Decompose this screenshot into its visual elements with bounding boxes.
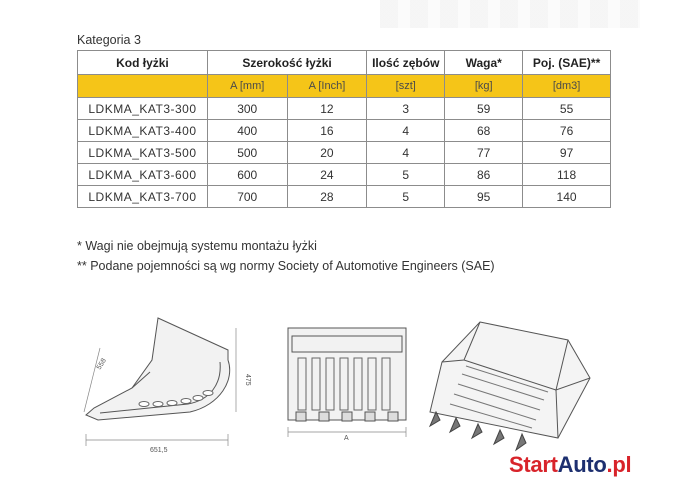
cell-mm: 300 (207, 98, 287, 120)
cell-inch: 12 (287, 98, 367, 120)
cell-code: LDKMA_KAT3-500 (78, 142, 208, 164)
cell-kg: 68 (445, 120, 523, 142)
cell-inch: 20 (287, 142, 367, 164)
note-weight: * Wagi nie obejmują systemu montażu łyżki (77, 239, 317, 253)
cell-code: LDKMA_KAT3-600 (78, 164, 208, 186)
bucket-side-view (84, 318, 236, 446)
cell-mm: 400 (207, 120, 287, 142)
cell-kg: 86 (445, 164, 523, 186)
unit-capacity: [dm3] (523, 75, 611, 98)
cell-mm: 500 (207, 142, 287, 164)
cell-dm3: 140 (523, 186, 611, 208)
cell-inch: 24 (287, 164, 367, 186)
table-row (78, 164, 611, 186)
cell-teeth: 4 (367, 120, 445, 142)
category-title: Kategoria 3 (77, 33, 141, 47)
cell-code: LDKMA_KAT3-700 (78, 186, 208, 208)
unit-width-inch: A [Inch] (287, 75, 367, 98)
bucket-drawings (70, 300, 630, 465)
cell-dm3: 118 (523, 164, 611, 186)
cell-dm3: 55 (523, 98, 611, 120)
header-width: Szerokość łyżki (207, 51, 366, 75)
dim-side-diagonal: 558 (95, 357, 108, 372)
table-row (78, 120, 611, 142)
cell-dm3: 97 (523, 142, 611, 164)
cell-mm: 600 (207, 164, 287, 186)
bucket-perspective-view (430, 322, 590, 450)
watermark-strip (380, 0, 640, 28)
cell-teeth: 5 (367, 164, 445, 186)
cell-kg: 59 (445, 98, 523, 120)
cell-kg: 95 (445, 186, 523, 208)
table-row (78, 186, 611, 208)
table-row (78, 98, 611, 120)
spec-table (77, 50, 611, 208)
unit-teeth: [szt] (367, 75, 445, 98)
cell-code: LDKMA_KAT3-400 (78, 120, 208, 142)
cell-teeth: 4 (367, 142, 445, 164)
cell-inch: 28 (287, 186, 367, 208)
dim-front-width: A (344, 435, 349, 442)
unit-blank (78, 75, 208, 98)
header-teeth: Ilość zębów (367, 51, 445, 75)
cell-kg: 77 (445, 142, 523, 164)
table-row (78, 142, 611, 164)
cell-inch: 16 (287, 120, 367, 142)
header-code: Kod łyżki (78, 51, 208, 75)
unit-weight: [kg] (445, 75, 523, 98)
cell-mm: 700 (207, 186, 287, 208)
table-units-row (78, 75, 611, 98)
table-header-row (78, 51, 611, 75)
bucket-front-view (288, 328, 406, 437)
cell-teeth: 3 (367, 98, 445, 120)
cell-dm3: 76 (523, 120, 611, 142)
cell-teeth: 5 (367, 186, 445, 208)
cell-code: LDKMA_KAT3-300 (78, 98, 208, 120)
dim-side-height: 475 (244, 374, 251, 386)
startauto-logo: StartAuto.pl (509, 452, 632, 477)
header-weight: Waga* (445, 51, 523, 75)
unit-width-mm: A [mm] (207, 75, 287, 98)
dim-side-width: 651,5 (150, 447, 168, 454)
note-capacity: ** Podane pojemności są wg normy Society of Automotive Engineers (SAE) (77, 259, 495, 273)
header-capacity: Poj. (SAE)** (523, 51, 611, 75)
